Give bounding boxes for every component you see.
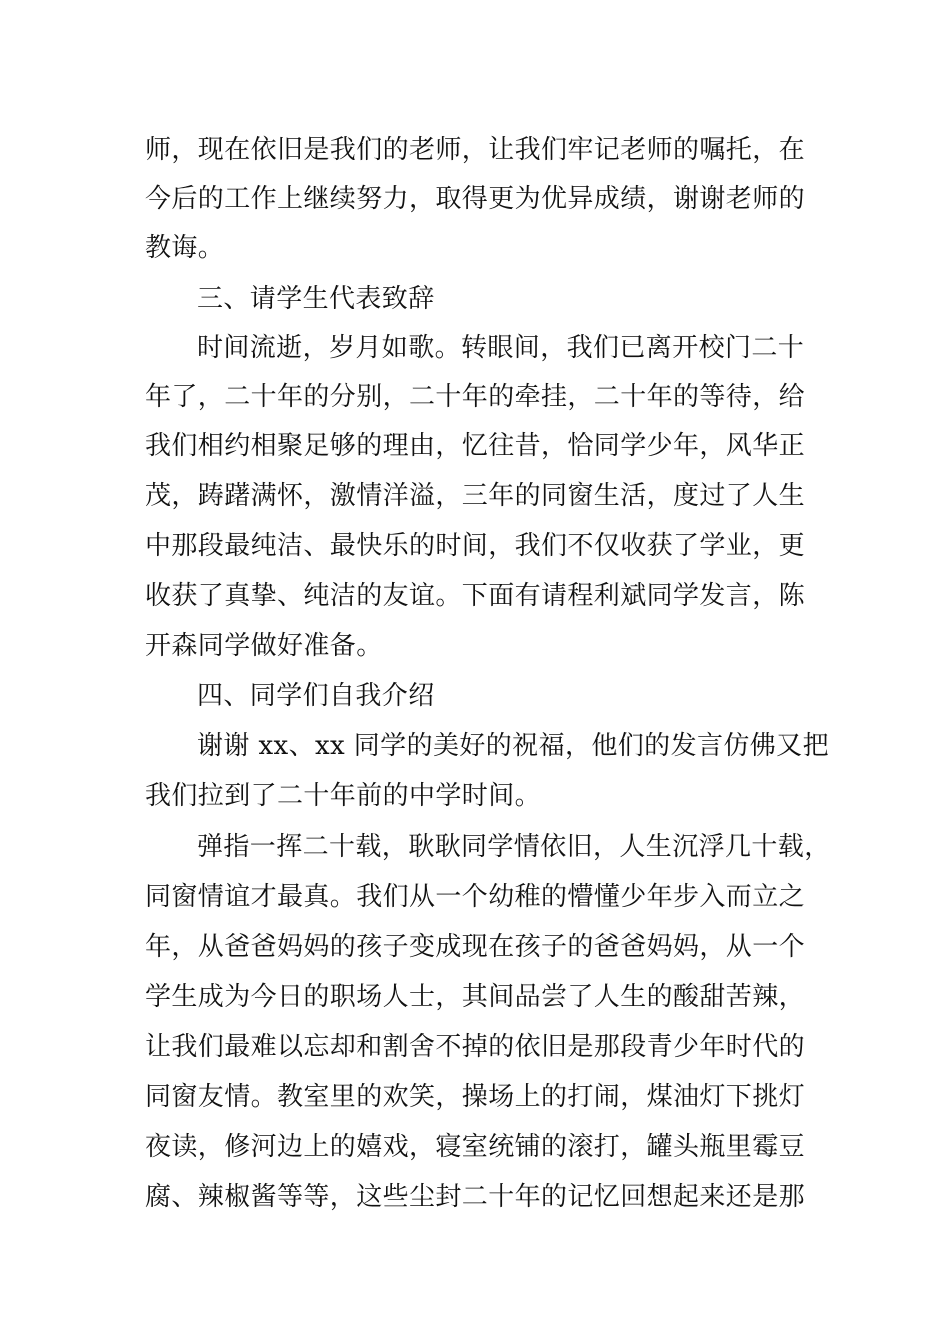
text-line: 中那段最纯洁、最快乐的时间，我们不仅收获了学业，更 bbox=[145, 531, 806, 561]
text-line: 同窗情谊才最真。我们从一个幼稚的懵懂少年步入而立之 bbox=[145, 882, 806, 912]
text-line: 茂，踌躇满怀，激情洋溢，三年的同窗生活，度过了人生 bbox=[145, 481, 806, 511]
text-line: 收获了真挚、纯洁的友谊。下面有请程利斌同学发言，陈 bbox=[145, 581, 806, 611]
text-line: 让我们最难以忘却和割舍不掉的依旧是那段青少年时代的 bbox=[145, 1032, 806, 1062]
text-line: 弹指一挥二十载，耿耿同学情依旧，人生沉浮几十载， bbox=[197, 832, 831, 862]
section-heading: 四、同学们自我介绍 bbox=[197, 681, 435, 711]
text-line: 开森同学做好准备。 bbox=[145, 631, 383, 661]
text-line: 同窗友情。教室里的欢笑，操场上的打闹，煤油灯下挑灯 bbox=[145, 1082, 806, 1112]
text-line: 夜读，修河边上的嬉戏，寝室统铺的滚打，罐头瓶里霉豆 bbox=[145, 1132, 806, 1162]
text-line: 教诲。 bbox=[145, 233, 225, 263]
text-line: 师，现在依旧是我们的老师，让我们牢记老师的嘱托，在 bbox=[145, 135, 806, 165]
text-line: 谢谢 xx、xx 同学的美好的祝福，他们的发言仿佛又把 bbox=[197, 731, 829, 761]
text-line: 我们拉到了二十年前的中学时间。 bbox=[145, 781, 542, 811]
text-line: 今后的工作上继续努力，取得更为优异成绩，谢谢老师的 bbox=[145, 184, 806, 214]
text-line: 时间流逝，岁月如歌。转眼间，我们已离开校门二十 bbox=[197, 333, 805, 363]
text-line: 我们相约相聚足够的理由，忆往昔，恰同学少年，风华正 bbox=[145, 431, 806, 461]
section-heading: 三、请学生代表致辞 bbox=[197, 284, 435, 314]
text-line: 年了，二十年的分别，二十年的牵挂，二十年的等待，给 bbox=[145, 382, 806, 412]
text-line: 年，从爸爸妈妈的孩子变成现在孩子的爸爸妈妈，从一个 bbox=[145, 932, 806, 962]
text-line: 学生成为今日的职场人士，其间品尝了人生的酸甜苦辣， bbox=[145, 982, 806, 1012]
text-line: 腐、辣椒酱等等，这些尘封二十年的记忆回想起来还是那 bbox=[145, 1182, 806, 1212]
